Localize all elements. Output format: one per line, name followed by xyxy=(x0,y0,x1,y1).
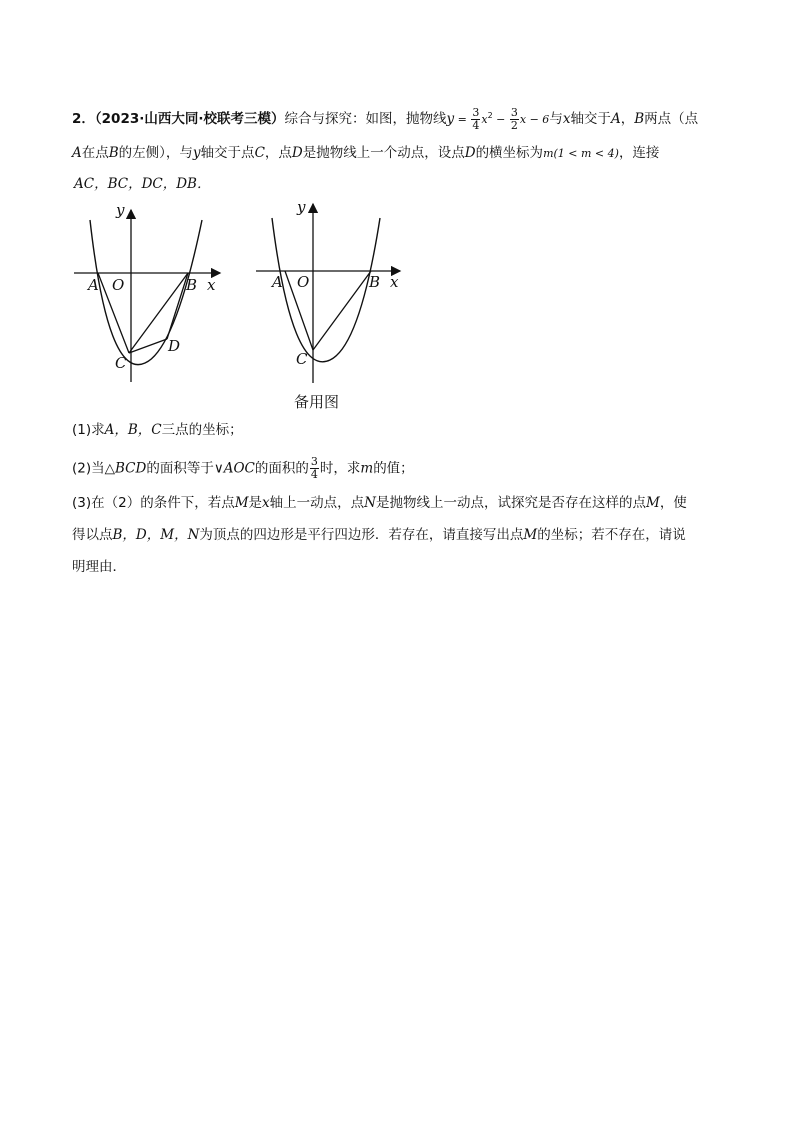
text: 的面积等于 xyxy=(146,460,214,477)
question-3-line-3 xyxy=(72,557,126,577)
label-A: A xyxy=(88,276,99,294)
point-B: B xyxy=(108,145,119,161)
question-number: (2) xyxy=(72,460,92,477)
m-range: m(1 < m < 4) xyxy=(543,147,619,160)
frac-den: 4 xyxy=(472,118,480,132)
intro-text: 两点（点 xyxy=(644,111,699,127)
text: 的值； xyxy=(373,460,414,477)
problem-type: 综合与探究： xyxy=(284,111,366,127)
parabola xyxy=(272,218,380,362)
label-O: O xyxy=(112,276,125,294)
text: 的坐标；若不存在，请说 xyxy=(537,527,686,543)
point-D: D xyxy=(464,145,476,161)
intro-text: 与 xyxy=(549,111,563,127)
point-N: N xyxy=(364,495,376,511)
var-y: y xyxy=(192,145,201,161)
point-M: M xyxy=(645,495,660,511)
eq-minus: − xyxy=(492,113,509,126)
segment-DB xyxy=(167,273,188,339)
segments-list: AC，BC，DC，DB． xyxy=(74,176,211,192)
text: 在（2）的条件下，若点 xyxy=(91,495,235,511)
question-number: (3) xyxy=(72,495,92,511)
text: 的横坐标为 xyxy=(475,145,544,161)
text: 轴交于点 xyxy=(200,145,255,161)
text: 为顶点的四边形是平行四边形．若存在，请直接写出点 xyxy=(199,527,524,543)
figure-2 xyxy=(252,198,412,388)
text: 的左侧），与 xyxy=(118,145,193,161)
question-3-line-2 xyxy=(72,525,686,545)
label-O: O xyxy=(297,273,310,291)
text: 在点 xyxy=(81,145,109,161)
comma: ， xyxy=(620,111,635,127)
eq-equals: = xyxy=(454,113,471,126)
text: 明理由． xyxy=(72,559,126,575)
frac-num: 3 xyxy=(472,105,480,119)
text: ，点 xyxy=(264,145,292,161)
problem-line-2 xyxy=(72,143,659,164)
frac-num: 3 xyxy=(310,455,318,468)
var-x: x xyxy=(262,495,270,511)
eq-y: y xyxy=(446,111,455,127)
label-C: C xyxy=(115,354,127,372)
text: 当 xyxy=(91,460,105,477)
point-C: C xyxy=(254,145,265,161)
frac-den: 4 xyxy=(310,468,318,481)
label-A: A xyxy=(272,273,283,291)
triangle-AOC: ∨AOC xyxy=(213,460,255,477)
label-B: B xyxy=(369,273,381,291)
question-number: (1) xyxy=(72,422,92,438)
frac-num: 3 xyxy=(510,105,518,119)
text: 时，求 xyxy=(319,460,361,477)
text: 是 xyxy=(248,495,263,511)
problem-line-3 xyxy=(74,174,210,194)
figure-1 xyxy=(70,200,230,390)
eq-square: 2 xyxy=(487,111,493,120)
text: 是抛物线上一个动点，设点 xyxy=(302,145,465,161)
point-M: M xyxy=(523,527,538,543)
text: ，连接 xyxy=(618,145,660,161)
text: 轴上一动点，点 xyxy=(269,495,365,511)
point-B: B xyxy=(634,111,645,127)
problem-number: 2． xyxy=(72,111,95,127)
label-B: B xyxy=(186,276,198,294)
text: 是抛物线上一动点，试探究是否存在这样的点 xyxy=(375,495,646,511)
label-C: C xyxy=(296,350,308,368)
point-M: M xyxy=(234,495,249,511)
points-BDMN: B，D，M，N xyxy=(112,527,200,543)
triangle-BCD: △BCD xyxy=(104,460,147,477)
frac-den: 2 xyxy=(510,118,518,132)
text: 求 xyxy=(91,422,105,438)
problem-line-1 xyxy=(72,106,698,132)
segment-BC xyxy=(313,271,371,350)
eq-fraction-3-2 xyxy=(510,107,519,132)
text: ，使 xyxy=(659,495,687,511)
problem-source: （2023·山西大同·校联考三模） xyxy=(94,111,285,127)
text: 得以点 xyxy=(72,527,113,543)
eq-fraction-3-4 xyxy=(471,107,480,132)
question-2 xyxy=(72,456,414,481)
point-D: D xyxy=(291,145,303,161)
question-1 xyxy=(72,420,243,440)
points-ABC: A，B，C xyxy=(104,422,162,438)
text: 的面积的 xyxy=(254,460,309,477)
label-y: y xyxy=(297,198,306,216)
fraction-3-4 xyxy=(310,456,319,481)
eq-x: x xyxy=(481,113,488,126)
label-y: y xyxy=(116,201,125,219)
eq-rest: x − 6 xyxy=(519,113,550,126)
text: 三点的坐标； xyxy=(161,422,243,438)
figure-caption: 备用图 xyxy=(294,393,340,411)
point-A: A xyxy=(72,145,82,161)
intro-text: 如图，抛物线 xyxy=(365,111,447,127)
label-D: D xyxy=(168,337,181,355)
point-A: A xyxy=(610,111,621,127)
intro-text: 轴交于 xyxy=(570,111,611,127)
var-m: m xyxy=(360,460,374,477)
label-x: x xyxy=(390,273,399,291)
var-x: x xyxy=(562,111,571,127)
label-x: x xyxy=(207,276,216,294)
question-3-line-1 xyxy=(72,493,687,513)
